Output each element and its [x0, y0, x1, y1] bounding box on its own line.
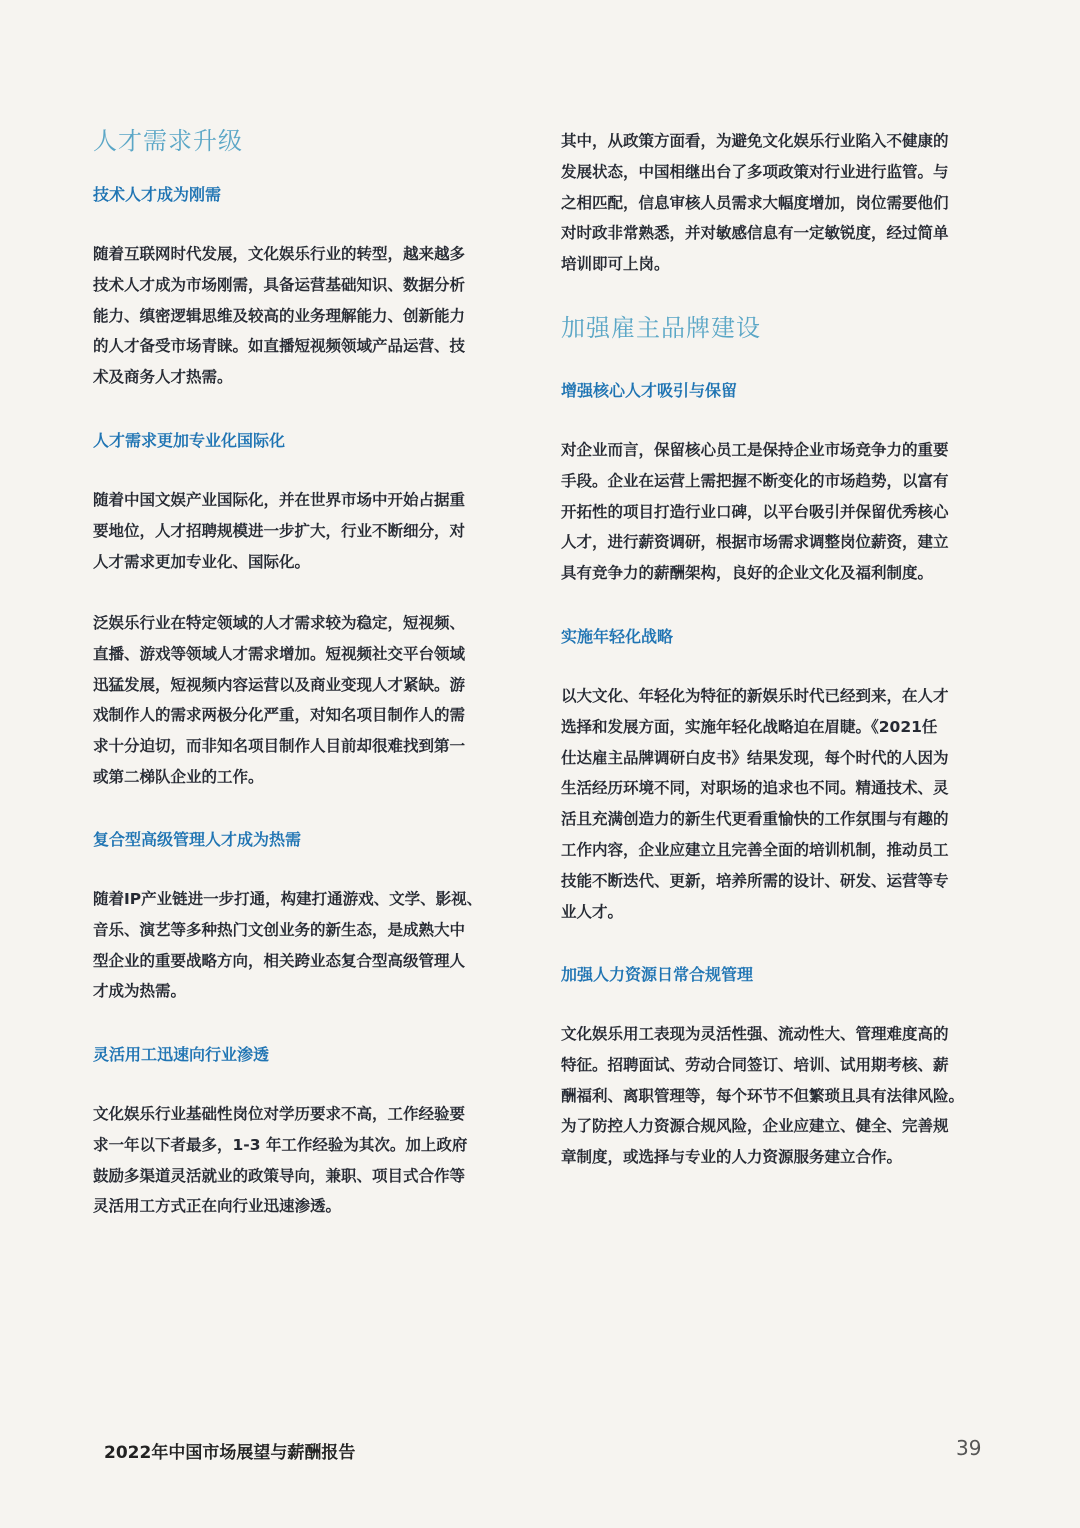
text-line: 酬福利、离职管理等，每个环节不但繁琐且具有法律风险。: [561, 1086, 965, 1105]
text-line: 仕达雇主品牌调研白皮书》结果发现，每个时代的人因为: [561, 748, 949, 767]
text-line: 才成为热需。: [93, 982, 187, 1001]
text-line: 泛娱乐行业在特定领域的人才需求较为稳定，短视频、: [93, 614, 466, 632]
text-line: 人才，进行薪资调研，根据市场需求调整岗位薪资，建立: [561, 533, 949, 552]
text-line: 发展状态，中国相继出台了多项政策对行业进行监管。与: [561, 162, 949, 181]
heading-core-talent-retention: 增强核心人才吸引与保留: [561, 381, 738, 400]
text-line: 型企业的重要战略方向，相关跨业态复合型高级管理人: [93, 951, 466, 970]
text-line: 文化娱乐行业基础性岗位对学历要求不高，工作经验要: [93, 1105, 466, 1123]
text-line: 其中，从政策方面看，为避免文化娱乐行业陷入不健康的: [561, 132, 949, 150]
text-line: 生活经历环境不同，对职场的追求也不同。精通技术、灵: [561, 779, 949, 798]
heading-tech-talent: 技术人才成为刚需: [93, 185, 222, 204]
text-line: 技能不断迭代、更新，培养所需的设计、研发、运营等专: [561, 871, 949, 890]
heading-youth-strategy: 实施年轻化战略: [561, 627, 674, 646]
text-line: 以大文化、年轻化为特征的新娱乐时代已经到来，在人才: [561, 687, 949, 705]
text-line: 术及商务人才热需。: [93, 368, 233, 387]
text-line: 开拓性的项目打造行业口碑，以平台吸引并保留优秀核心: [561, 502, 949, 521]
paragraph-policy-supervision: [561, 126, 949, 280]
paragraph-tech-talent: [93, 239, 465, 393]
text-line: 随着互联网时代发展，文化娱乐行业的转型，越来越多: [93, 245, 466, 263]
text-line: 戏制作人的需求两极分化严重，对知名项目制作人的需: [93, 706, 466, 725]
text-line: 对时政非常熟悉，并对敏感信息有一定敏锐度，经过简单: [561, 224, 949, 243]
paragraph-pan-entertainment: [93, 608, 465, 793]
section-title-employer-brand: 加强雇主品牌建设: [561, 314, 761, 342]
text-line: 鼓励多渠道灵活就业的政策导向，兼职、项目式合作等: [93, 1166, 466, 1185]
text-line: 业人才。: [561, 902, 624, 921]
text-line: 手段。企业在运营上需把握不断变化的市场趋势，以富有: [561, 471, 949, 490]
heading-flexible-employment: 灵活用工迅速向行业渗透: [93, 1045, 270, 1064]
text-line: 或第二梯队企业的工作。: [93, 767, 264, 786]
text-line: 之相匹配，信息审核人员需求大幅度增加，岗位需要他们: [561, 193, 949, 212]
text-line: 音乐、演艺等多种热门文创业务的新生态，是成熟大中: [93, 920, 466, 939]
text-line: 工作内容，企业应建立且完善全面的培训机制，推动员工: [561, 840, 949, 859]
heading-composite-management: 复合型高级管理人才成为热需: [93, 830, 302, 849]
paragraph-flexible-employment: [93, 1099, 467, 1222]
text-line: 选择和发展方面，实施年轻化战略迫在眉睫。《2021任: [561, 717, 938, 736]
text-line: 迅猛发展，短视频内容运营以及商业变现人才紧缺。游: [93, 675, 466, 694]
paragraph-hr-compliance: [561, 1019, 964, 1173]
text-line: 为了防控人力资源合规风险，企业应建立、健全、完善规: [561, 1117, 949, 1136]
text-line: 具有竞争力的薪酬架构，良好的企业文化及福利制度。: [561, 564, 934, 583]
text-line: 的人才备受市场青睐。如直播短视频领域产品运营、技: [93, 337, 466, 356]
text-line: 特征。招聘面试、劳动合同签订、培训、试用期考核、薪: [561, 1055, 949, 1074]
text-line: 灵活用工方式正在向行业迅速渗透。: [93, 1197, 342, 1216]
text-line: 随着IP产业链进一步打通，构建打通游戏、文学、影视、: [93, 890, 483, 908]
page-number: 39: [956, 1436, 982, 1460]
text-line: 要地位，人才招聘规模进一步扩大，行业不断细分，对: [93, 521, 466, 540]
text-line: 活且充满创造力的新生代更看重愉快的工作氛围与有趣的: [561, 810, 949, 829]
paragraph-composite-management: [93, 884, 482, 1007]
section-title-talent-demand: 人才需求升级: [93, 127, 243, 155]
text-line: 求一年以下者最多，1-3 年工作经验为其次。加上政府: [93, 1135, 468, 1154]
text-line: 能力、缜密逻辑思维及较高的业务理解能力、创新能力: [93, 306, 466, 325]
text-line: 对企业而言，保留核心员工是保持企业市场竞争力的重要: [561, 441, 949, 459]
text-line: 人才需求更加专业化、国际化。: [93, 552, 311, 571]
text-line: 培训即可上岗。: [561, 255, 670, 274]
text-line: 章制度，或选择与专业的人力资源服务建立合作。: [561, 1148, 903, 1167]
text-line: 随着中国文娱产业国际化，并在世界市场中开始占据重: [93, 491, 466, 509]
text-line: 文化娱乐用工表现为灵活性强、流动性大、管理难度高的: [561, 1025, 949, 1043]
text-line: 直播、游戏等领域人才需求增加。短视频社交平台领域: [93, 644, 466, 663]
paragraph-core-talent-retention: [561, 435, 949, 589]
text-line: 求十分迫切，而非知名项目制作人目前却很难找到第一: [93, 737, 466, 756]
paragraph-specialized-international: [93, 485, 465, 577]
heading-specialized-international: 人才需求更加专业化国际化: [93, 431, 286, 450]
text-line: 技术人才成为市场刚需，具备运营基础知识、数据分析: [93, 275, 466, 294]
heading-hr-compliance: 加强人力资源日常合规管理: [561, 965, 754, 984]
footer-report-title: 2022年中国市场展望与薪酬报告: [104, 1443, 356, 1463]
paragraph-youth-strategy: [561, 681, 949, 927]
